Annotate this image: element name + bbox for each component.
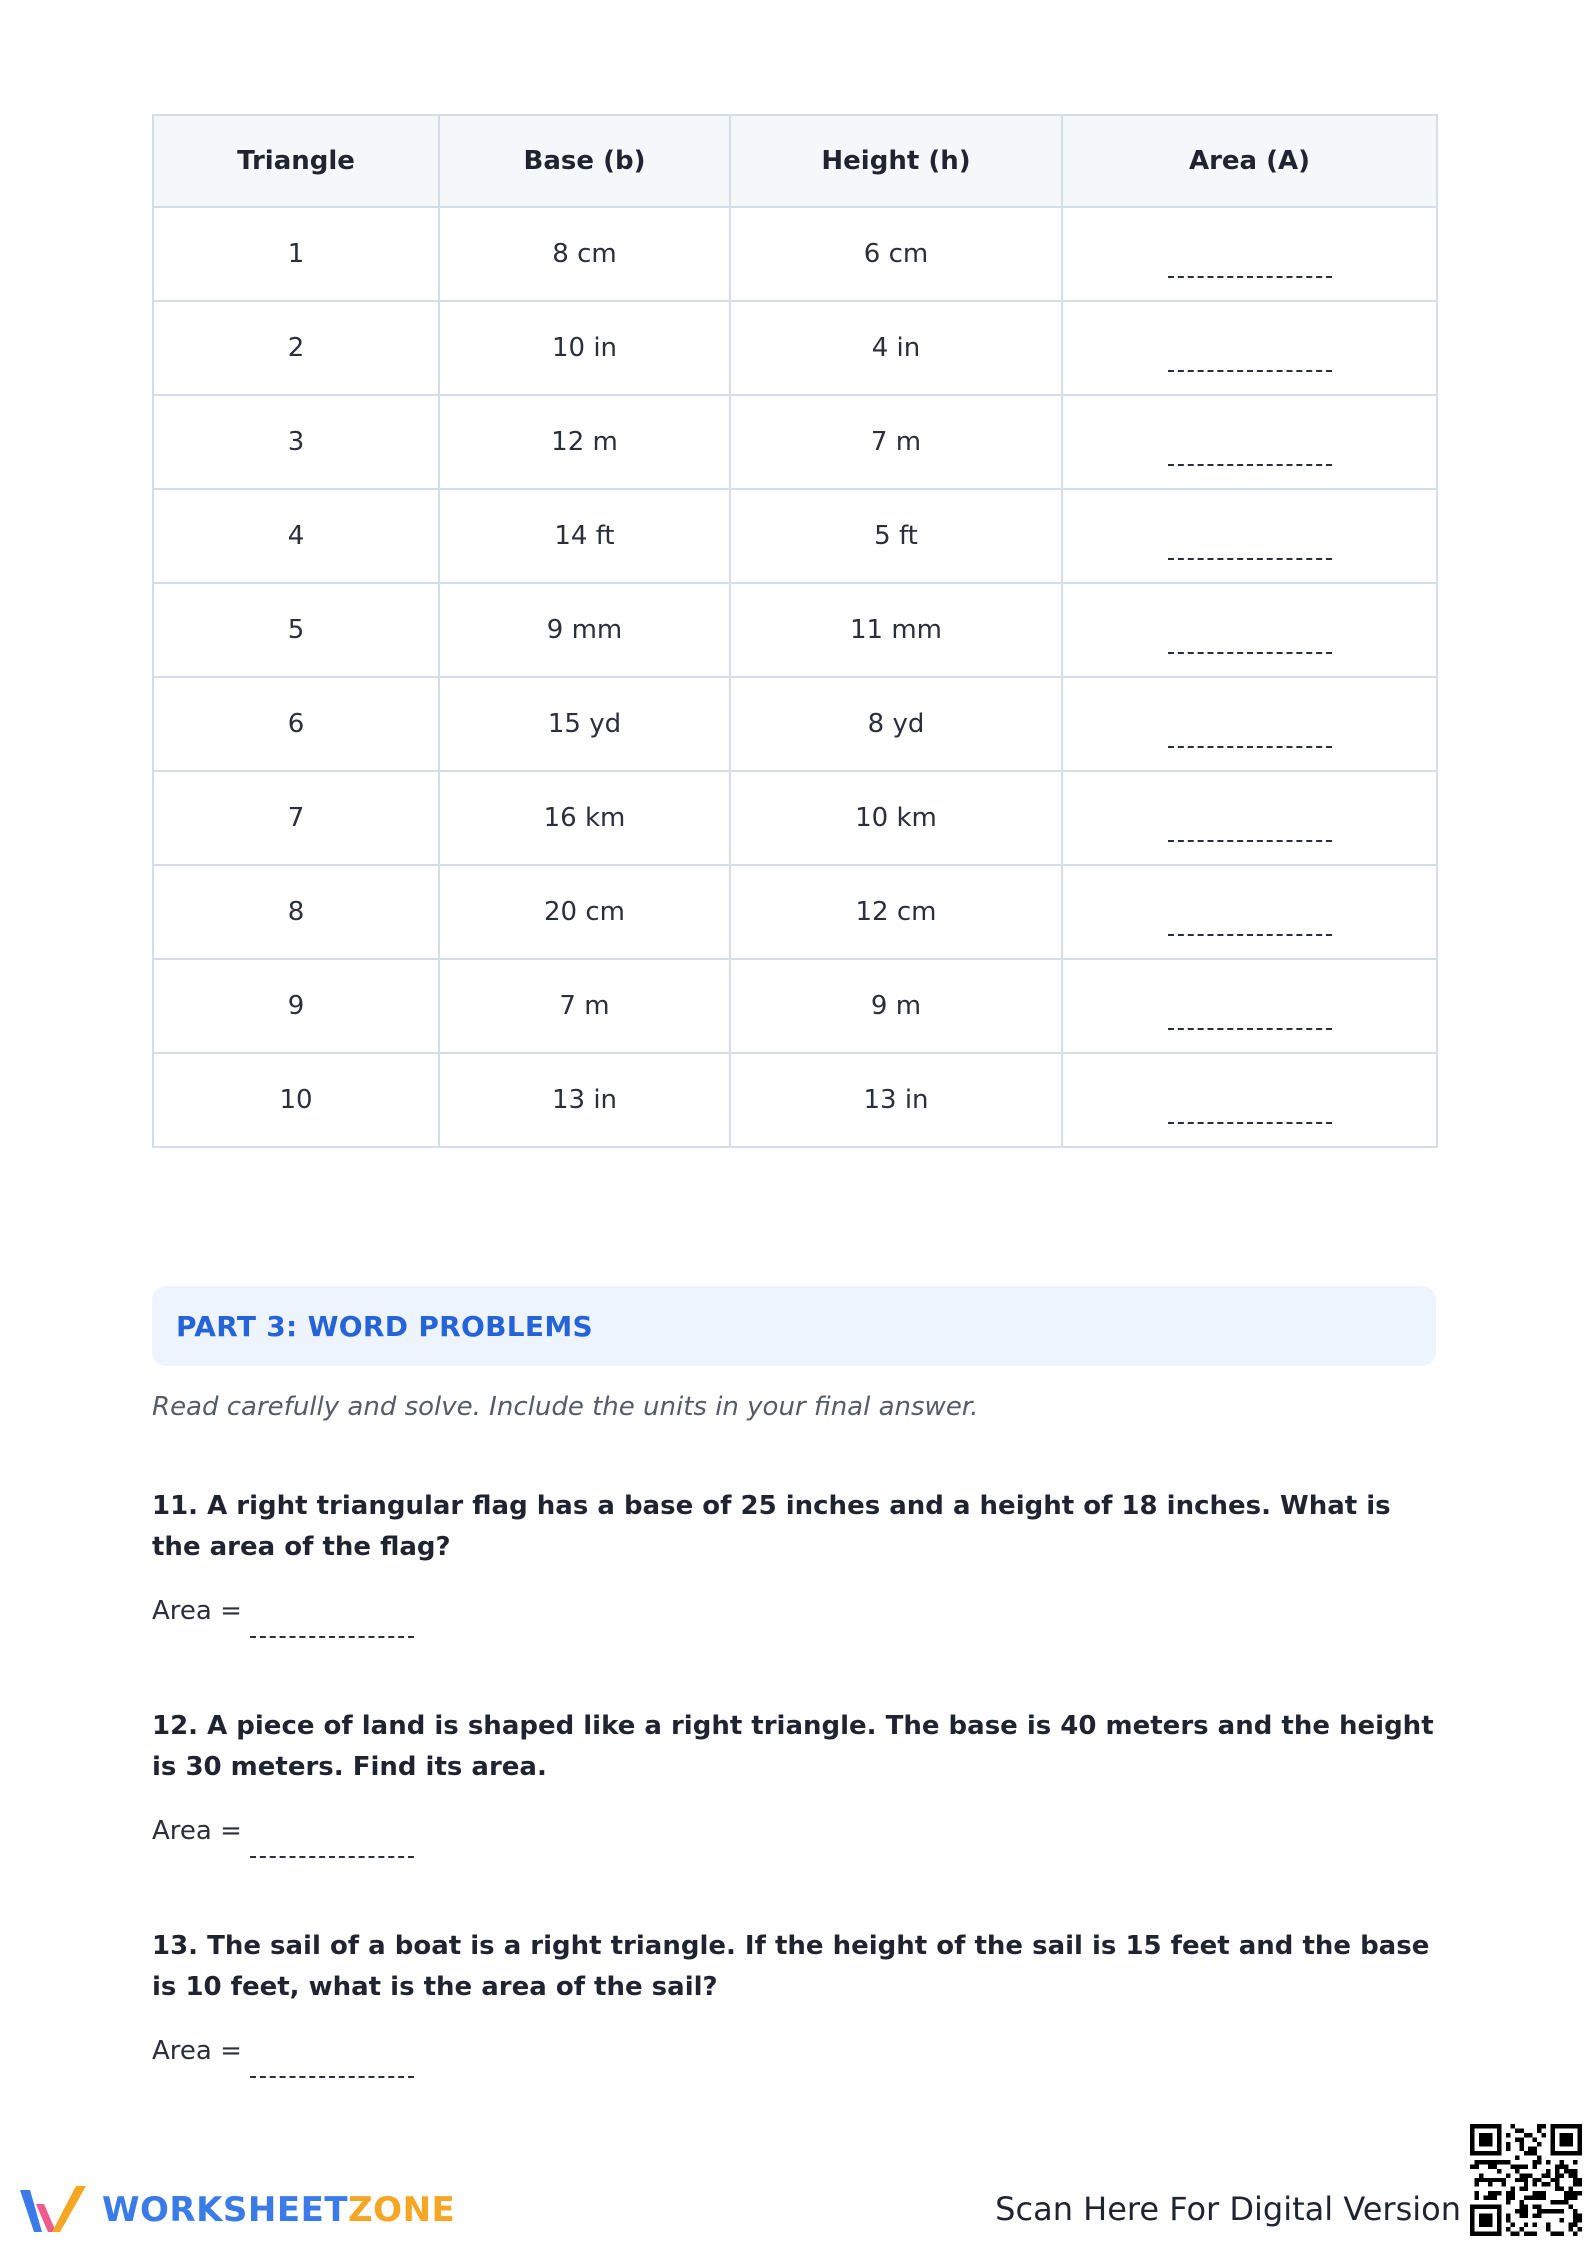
answer-label: Area = bbox=[152, 2036, 242, 2066]
triangle-area-table bbox=[152, 114, 1438, 1148]
table-row bbox=[153, 395, 1437, 489]
cell-triangle: 2 bbox=[153, 301, 439, 395]
part3-banner bbox=[152, 1286, 1436, 1366]
table-row bbox=[153, 301, 1437, 395]
table-row bbox=[153, 583, 1437, 677]
answer-blank[interactable] bbox=[1168, 464, 1332, 466]
problem-text: 13. The sail of a boat is a right triangle. If the height of the sail is 15 feet and the base is 10 feet, what is the area of the sail? bbox=[152, 1931, 1430, 2002]
cell-triangle: 9 bbox=[153, 959, 439, 1053]
cell-height: 11 mm bbox=[730, 583, 1062, 677]
cell-area-answer[interactable] bbox=[1062, 1053, 1437, 1147]
cell-triangle: 7 bbox=[153, 771, 439, 865]
cell-height: 12 cm bbox=[730, 865, 1062, 959]
answer-blank[interactable] bbox=[250, 1850, 414, 1858]
cell-triangle: 4 bbox=[153, 489, 439, 583]
column-header-base: Base (b) bbox=[439, 115, 730, 207]
qr-code-icon[interactable] bbox=[1470, 2124, 1582, 2236]
brand-logo bbox=[16, 2180, 455, 2240]
cell-area-answer[interactable] bbox=[1062, 865, 1437, 959]
answer-blank[interactable] bbox=[1168, 652, 1332, 654]
cell-triangle: 5 bbox=[153, 583, 439, 677]
cell-base: 15 yd bbox=[439, 677, 730, 771]
cell-triangle: 6 bbox=[153, 677, 439, 771]
word-problem-13 bbox=[152, 1926, 1442, 2066]
answer-blank[interactable] bbox=[1168, 370, 1332, 372]
column-header-height: Height (h) bbox=[730, 115, 1062, 207]
answer-blank[interactable] bbox=[1168, 276, 1332, 278]
cell-height: 5 ft bbox=[730, 489, 1062, 583]
cell-base: 20 cm bbox=[439, 865, 730, 959]
brand-name bbox=[102, 2190, 455, 2230]
answer-row bbox=[152, 1596, 1442, 1626]
cell-triangle: 3 bbox=[153, 395, 439, 489]
cell-height: 7 m bbox=[730, 395, 1062, 489]
cell-base: 10 in bbox=[439, 301, 730, 395]
cell-base: 16 km bbox=[439, 771, 730, 865]
cell-triangle: 10 bbox=[153, 1053, 439, 1147]
cell-area-answer[interactable] bbox=[1062, 677, 1437, 771]
answer-blank[interactable] bbox=[1168, 746, 1332, 748]
cell-height: 6 cm bbox=[730, 207, 1062, 301]
cell-triangle: 8 bbox=[153, 865, 439, 959]
answer-row bbox=[152, 2036, 1442, 2066]
cell-height: 13 in bbox=[730, 1053, 1062, 1147]
answer-blank[interactable] bbox=[250, 1630, 414, 1638]
cell-area-answer[interactable] bbox=[1062, 395, 1437, 489]
cell-area-answer[interactable] bbox=[1062, 301, 1437, 395]
worksheetzone-logo-icon bbox=[16, 2180, 92, 2240]
cell-height: 10 km bbox=[730, 771, 1062, 865]
column-header-triangle: Triangle bbox=[153, 115, 439, 207]
table-header-row bbox=[153, 115, 1437, 207]
brand-name-part2: ZONE bbox=[348, 2190, 456, 2230]
problem-text: 11. A right triangular flag has a base of 25 inches and a height of 18 inches. What is the area of the flag? bbox=[152, 1491, 1391, 1562]
cell-base: 9 mm bbox=[439, 583, 730, 677]
cell-base: 13 in bbox=[439, 1053, 730, 1147]
cell-height: 4 in bbox=[730, 301, 1062, 395]
table-row bbox=[153, 959, 1437, 1053]
table-row bbox=[153, 207, 1437, 301]
cell-base: 8 cm bbox=[439, 207, 730, 301]
cell-base: 7 m bbox=[439, 959, 730, 1053]
answer-label: Area = bbox=[152, 1816, 242, 1846]
word-problem-11 bbox=[152, 1486, 1442, 1626]
table-row bbox=[153, 489, 1437, 583]
word-problem-12 bbox=[152, 1706, 1442, 1846]
cell-area-answer[interactable] bbox=[1062, 489, 1437, 583]
table-row bbox=[153, 677, 1437, 771]
answer-label: Area = bbox=[152, 1596, 242, 1626]
answer-blank[interactable] bbox=[1168, 558, 1332, 560]
answer-row bbox=[152, 1816, 1442, 1846]
table-row bbox=[153, 771, 1437, 865]
cell-triangle: 1 bbox=[153, 207, 439, 301]
cell-area-answer[interactable] bbox=[1062, 959, 1437, 1053]
instructions-text: Read carefully and solve. Include the units in your final answer. bbox=[152, 1392, 979, 1422]
cell-height: 9 m bbox=[730, 959, 1062, 1053]
answer-blank[interactable] bbox=[250, 2070, 414, 2078]
answer-blank[interactable] bbox=[1168, 934, 1332, 936]
answer-blank[interactable] bbox=[1168, 1028, 1332, 1030]
cell-base: 14 ft bbox=[439, 489, 730, 583]
section-title: PART 3: WORD PROBLEMS bbox=[176, 1309, 593, 1343]
answer-blank[interactable] bbox=[1168, 1122, 1332, 1124]
cell-height: 8 yd bbox=[730, 677, 1062, 771]
table-row bbox=[153, 865, 1437, 959]
cell-area-answer[interactable] bbox=[1062, 207, 1437, 301]
column-header-area: Area (A) bbox=[1062, 115, 1437, 207]
answer-blank[interactable] bbox=[1168, 840, 1332, 842]
table-row bbox=[153, 1053, 1437, 1147]
cell-base: 12 m bbox=[439, 395, 730, 489]
scan-text: Scan Here For Digital Version bbox=[995, 2190, 1461, 2228]
brand-name-part1: WORKSHEET bbox=[102, 2190, 349, 2230]
cell-area-answer[interactable] bbox=[1062, 583, 1437, 677]
cell-area-answer[interactable] bbox=[1062, 771, 1437, 865]
problem-text: 12. A piece of land is shaped like a right triangle. The base is 40 meters and the height is 30 meters. Find its area. bbox=[152, 1711, 1434, 1782]
